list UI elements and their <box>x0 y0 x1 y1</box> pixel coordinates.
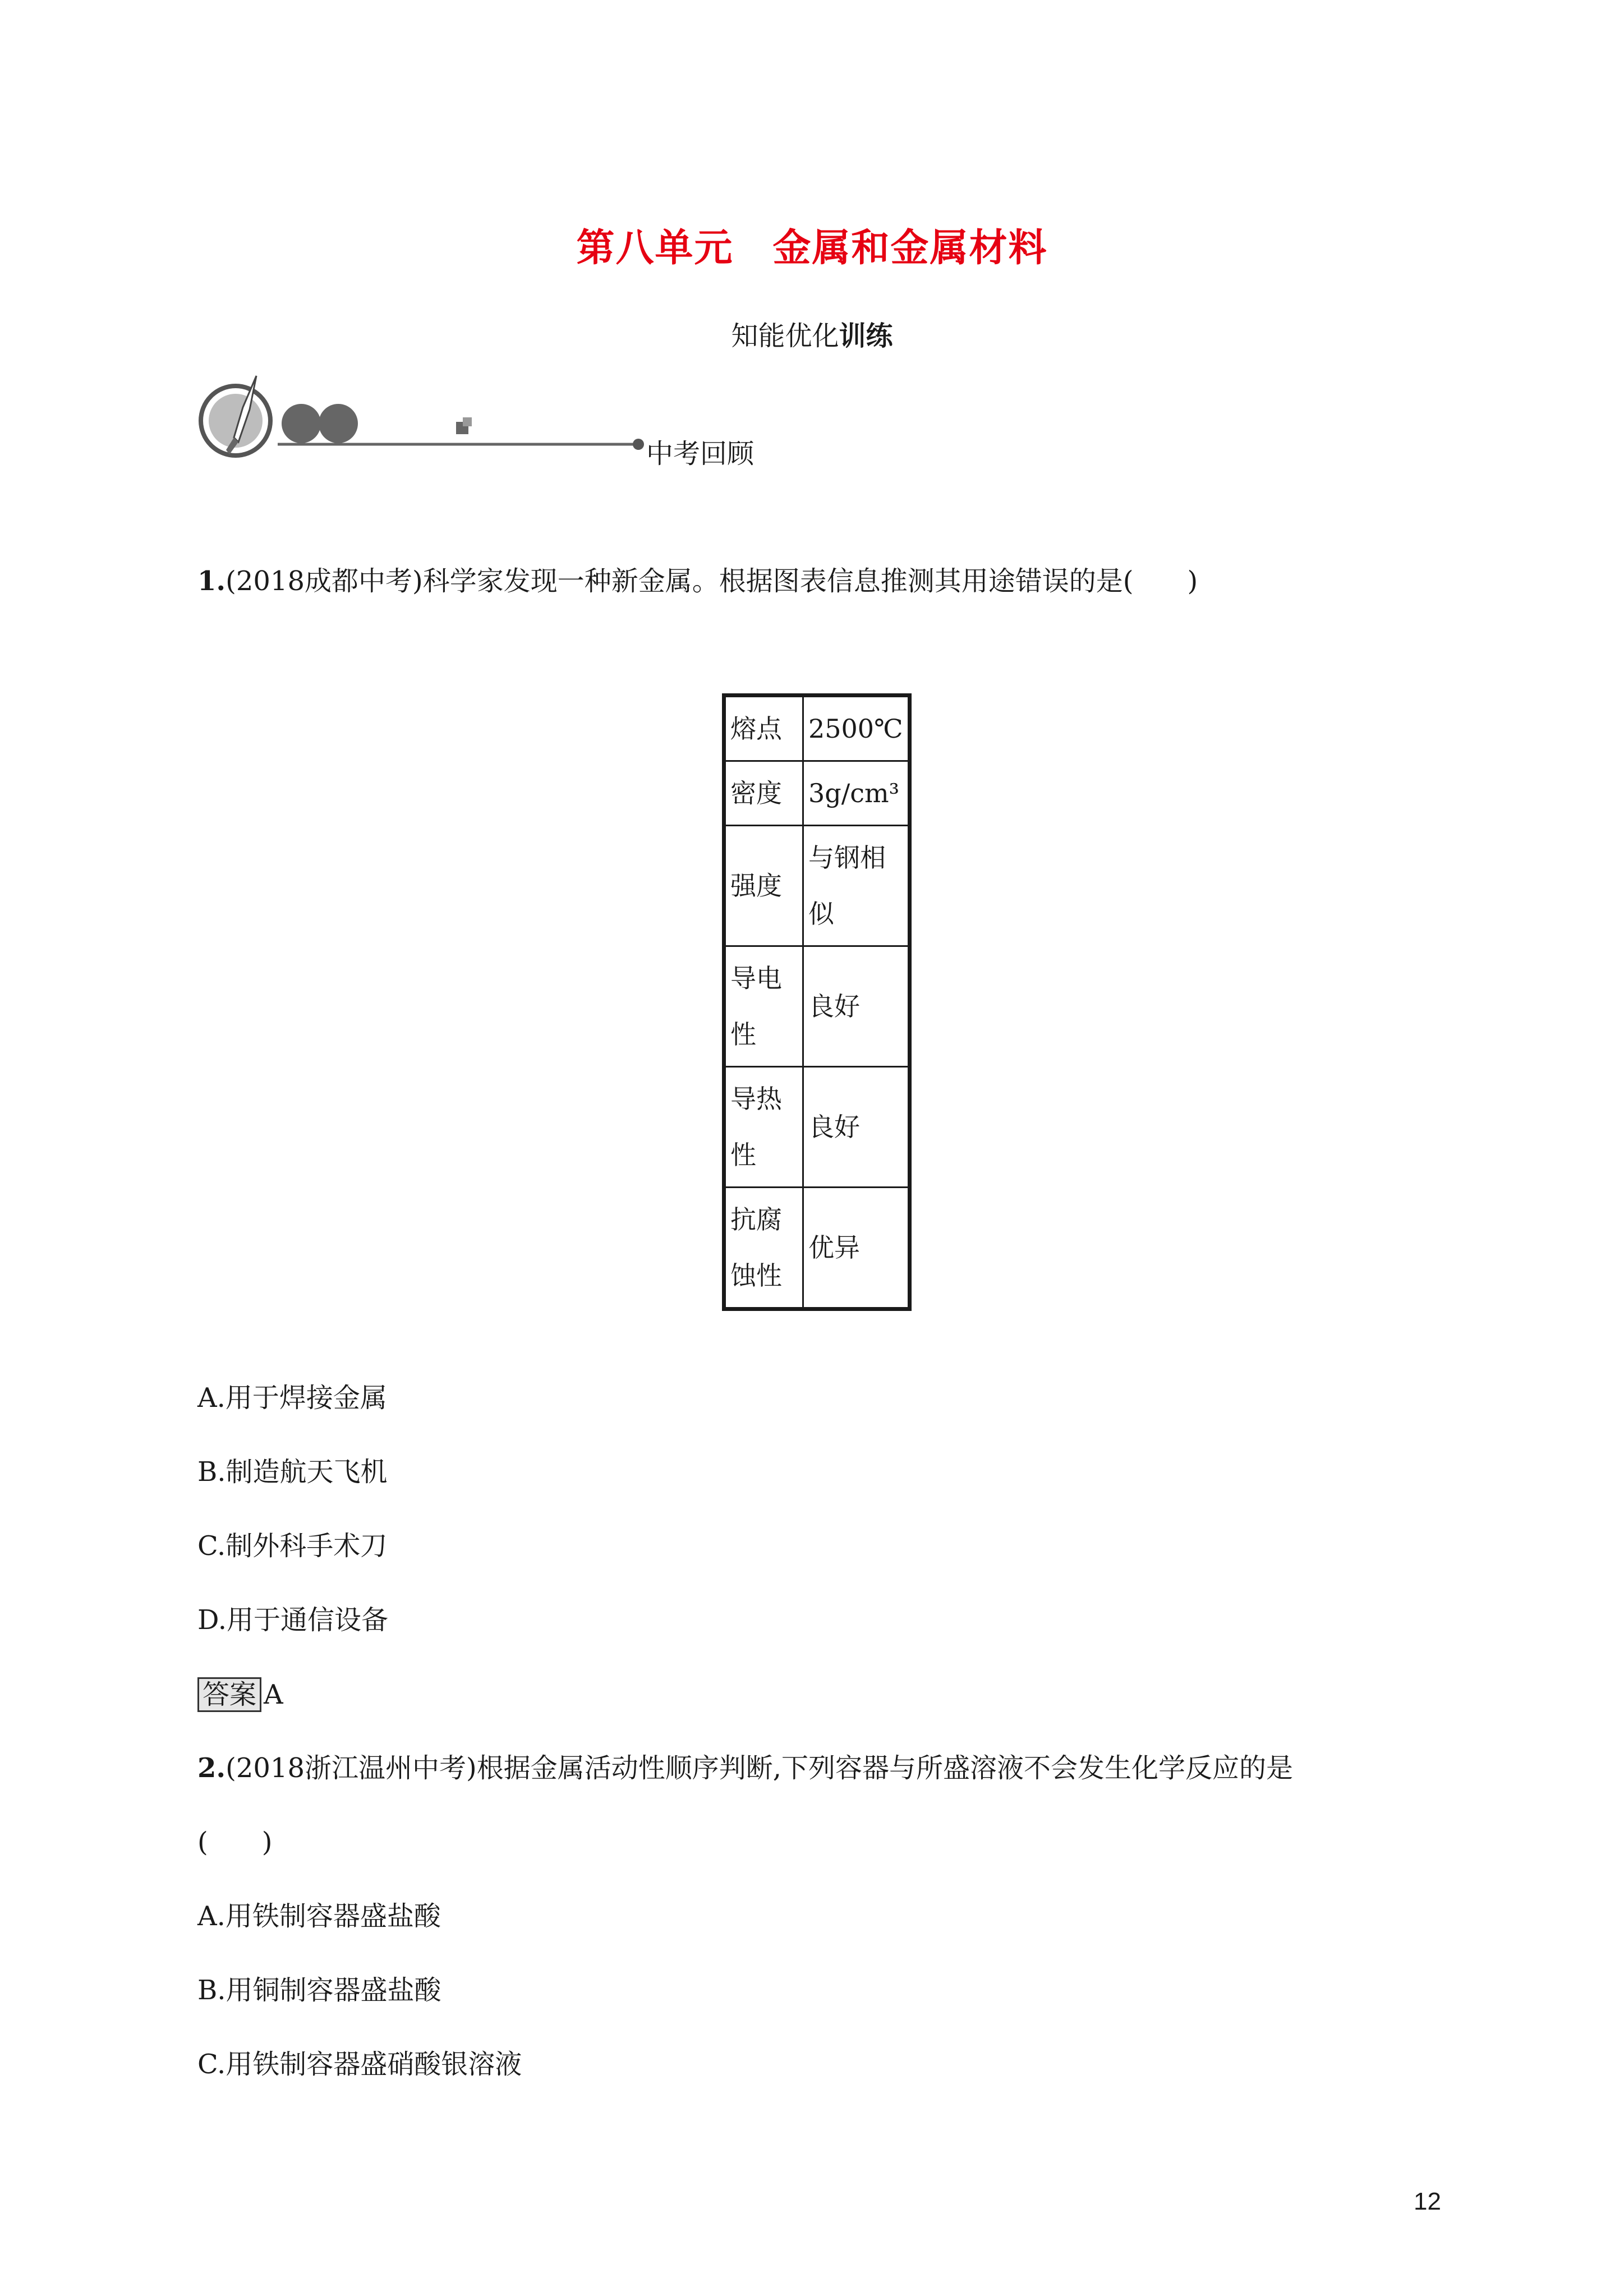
question-2 <box>197 1751 1293 1785</box>
question-1 <box>197 564 1198 598</box>
table-cell-property: 导电性 <box>724 946 803 1067</box>
table-row <box>724 696 910 761</box>
question-1-text: (2018成都中考)科学家发现一种新金属。根据图表信息推测其用途错误的是( ) <box>226 565 1198 597</box>
question-1-option-d: D.用于通信设备 <box>197 1604 389 1636</box>
section-label: 中考回顾 <box>646 438 755 470</box>
question-2-blank: ( ) <box>197 1826 273 1858</box>
question-1-number: 1. <box>197 565 226 597</box>
table-cell-property: 熔点 <box>724 696 803 761</box>
question-1-answer <box>197 1677 283 1712</box>
page-subtitle <box>0 314 1624 353</box>
table-cell-value: 与钢相似 <box>803 826 910 946</box>
answer-label-badge: 答案 <box>197 1677 261 1712</box>
table-cell-property: 抗腐蚀性 <box>724 1188 803 1309</box>
table-cell-property: 强度 <box>724 826 803 946</box>
table-cell-value: 优异 <box>803 1188 910 1309</box>
page-title: 第八单元 金属和金属材料 <box>576 226 1048 270</box>
subtitle-prefix: 知能优化 <box>731 320 839 352</box>
question-1-option-a: A.用于焊接金属 <box>197 1382 387 1414</box>
section-banner-icon <box>194 370 648 466</box>
metal-properties-table <box>722 693 912 1311</box>
question-2-option-b: B.用铜制容器盛盐酸 <box>197 1975 441 2006</box>
question-2-option-c: C.用铁制容器盛硝酸银溶液 <box>197 2049 522 2080</box>
question-1-option-c: C.制外科手术刀 <box>197 1530 388 1562</box>
answer-value: A <box>264 1679 283 1710</box>
table-row <box>724 1067 910 1188</box>
table-cell-value: 3g/cm³ <box>803 761 910 826</box>
question-1-option-b: B.制造航天飞机 <box>197 1456 388 1488</box>
table-cell-value: 良好 <box>803 1067 910 1188</box>
table-row <box>724 1188 910 1309</box>
question-2-text: (2018浙江温州中考)根据金属活动性顺序判断,下列容器与所盛溶液不会发生化学反应的是 <box>226 1752 1293 1784</box>
table-cell-property: 导热性 <box>724 1067 803 1188</box>
table-row <box>724 761 910 826</box>
subtitle-bold: 训练 <box>839 320 893 352</box>
table-cell-value: 良好 <box>803 946 910 1067</box>
question-2-option-a: A.用铁制容器盛盐酸 <box>197 1901 441 1932</box>
question-2-number: 2. <box>197 1752 226 1784</box>
table-row <box>724 826 910 946</box>
table-cell-value: 2500℃ <box>803 696 910 761</box>
table-cell-property: 密度 <box>724 761 803 826</box>
table-row <box>724 946 910 1067</box>
page-number: 12 <box>1414 2188 1441 2215</box>
